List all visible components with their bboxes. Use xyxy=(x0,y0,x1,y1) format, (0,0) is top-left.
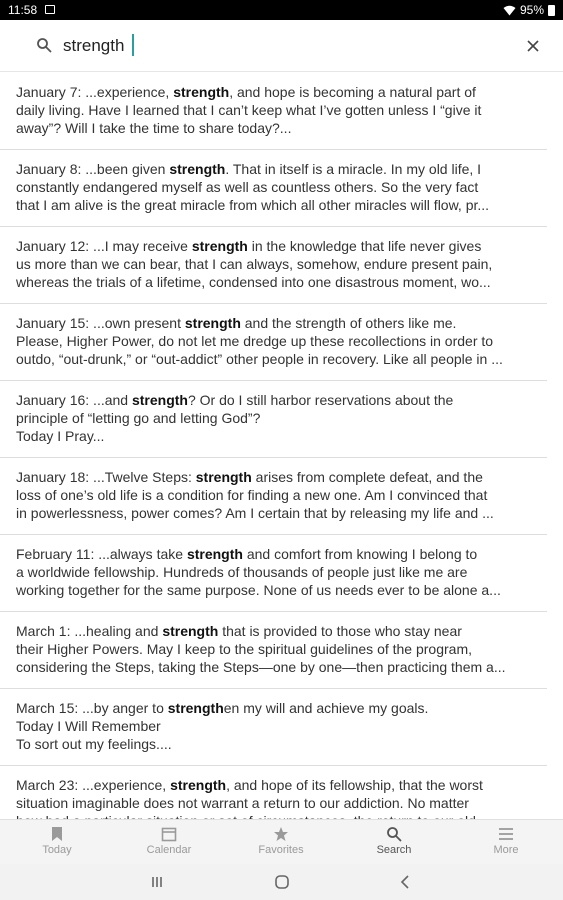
result-text-line xyxy=(16,255,531,273)
nav-today-label: Today xyxy=(42,844,72,856)
search-icon xyxy=(386,826,402,842)
result-text-line xyxy=(16,391,531,409)
result-text-line xyxy=(16,699,531,717)
search-result-item[interactable] xyxy=(0,689,547,766)
result-text: . That in itself is a miracle. In my old life, I xyxy=(225,161,482,177)
result-text: and comfort from knowing I belong to xyxy=(242,546,478,562)
system-navigation-bar xyxy=(0,864,563,900)
result-text-line xyxy=(16,717,531,735)
nav-today[interactable] xyxy=(7,824,107,864)
result-text: away”? Will I take the time to share today?... xyxy=(16,120,292,136)
result-text: ? Or do I still harbor reservations about the xyxy=(187,392,454,408)
result-text: outdo, “out-drunk,” or “out-addict” other people in recovery. Like all people in ... xyxy=(16,351,503,367)
result-text: considering the Steps, taking the Steps—one by one—then practicing them a... xyxy=(16,659,506,675)
result-text: January 18: ...Twelve Steps: xyxy=(16,469,196,485)
text-cursor xyxy=(132,34,134,56)
search-term-highlight: strength xyxy=(173,84,230,100)
search-term-highlight: strength xyxy=(162,623,219,639)
battery-percent: 95% xyxy=(519,3,544,17)
nav-favorites[interactable] xyxy=(231,824,331,864)
result-text-line xyxy=(16,545,531,563)
result-text-line xyxy=(16,101,531,119)
result-text: Today I Pray... xyxy=(16,428,105,444)
search-term-highlight: strength xyxy=(170,777,227,793)
result-text-line xyxy=(16,119,531,137)
result-text-line xyxy=(16,468,531,486)
search-term-highlight: strength xyxy=(167,700,224,716)
result-text-line xyxy=(16,332,531,350)
search-term-highlight: strength xyxy=(186,546,243,562)
result-text: that is provided to those who stay near xyxy=(218,623,462,639)
result-text-line xyxy=(16,622,531,640)
status-time: 11:58 xyxy=(8,3,38,17)
bookmark-icon xyxy=(50,826,64,842)
nav-calendar[interactable] xyxy=(119,824,219,864)
recent-apps-icon[interactable] xyxy=(148,873,166,891)
result-text-line xyxy=(16,776,531,794)
result-text: March 1: ...healing and xyxy=(16,623,163,639)
result-text: , and hope of its fellowship, that the worst xyxy=(226,777,483,793)
result-text-line xyxy=(16,237,531,255)
result-text-line xyxy=(16,486,531,504)
result-text: Today I Will Remember xyxy=(16,718,161,734)
result-text: whereas the trials of a lifetime, condensed into one disastrous moment, wo... xyxy=(16,274,491,290)
search-results-list[interactable] xyxy=(0,73,563,819)
result-text: their Higher Powers. May I keep to the spiritual guidelines of the program, xyxy=(16,641,473,657)
result-text: arises from complete defeat, and the xyxy=(251,469,483,485)
result-text-line xyxy=(16,427,531,445)
result-text: January 16: ...and xyxy=(16,392,132,408)
result-text: working together for the same purpose. None of us needs ever to be alone a... xyxy=(16,582,501,598)
result-text-line xyxy=(16,196,531,214)
result-text: January 7: ...experience, xyxy=(16,84,174,100)
nav-more[interactable] xyxy=(456,824,556,864)
result-text-line xyxy=(16,735,531,753)
result-text-line xyxy=(16,83,531,101)
nav-search-label: Search xyxy=(376,844,412,856)
result-text: To sort out my feelings.... xyxy=(16,736,172,752)
search-term-highlight: strength xyxy=(184,315,241,331)
search-result-item[interactable] xyxy=(0,73,547,150)
nav-calendar-label: Calendar xyxy=(146,844,192,856)
search-term-highlight: strength xyxy=(131,392,188,408)
result-text-line xyxy=(16,273,531,291)
result-text: Please, Higher Power, do not let me dredge up these recollections in order to xyxy=(16,333,494,349)
result-text-line xyxy=(16,178,531,196)
result-text: en my will and achieve my goals. xyxy=(223,700,429,716)
calendar-icon xyxy=(161,826,177,842)
search-input[interactable] xyxy=(63,32,483,60)
result-text: , and hope is becoming a natural part of xyxy=(229,84,476,100)
result-text-line xyxy=(16,504,531,522)
result-text-line xyxy=(16,350,531,368)
result-text: March 15: ...by anger to xyxy=(16,700,168,716)
star-icon xyxy=(273,826,289,842)
result-text: in powerlessness, power comes? Am I certain that by releasing my life and ... xyxy=(16,505,494,521)
search-result-item[interactable] xyxy=(0,612,547,689)
nav-search[interactable] xyxy=(344,824,444,864)
nav-favorites-label: Favorites xyxy=(258,844,304,856)
result-text: situation imaginable does not warrant a return to our addiction. No matter xyxy=(16,795,469,811)
result-text-line xyxy=(16,640,531,658)
search-result-item[interactable] xyxy=(0,227,547,304)
search-header xyxy=(0,20,563,72)
result-text: January 12: ...I may receive xyxy=(16,238,192,254)
status-bar xyxy=(0,0,563,20)
result-text-line xyxy=(16,658,531,676)
result-text: January 15: ...own present xyxy=(16,315,185,331)
search-result-item[interactable] xyxy=(0,535,547,612)
result-text-line xyxy=(16,563,531,581)
search-result-item[interactable] xyxy=(0,150,547,227)
result-text: and the strength of others like me. xyxy=(240,315,457,331)
result-text: loss of one’s old life is a condition for finding a new one. Am I convinced that xyxy=(16,487,488,503)
bottom-navigation xyxy=(0,819,563,864)
nav-more-label: More xyxy=(493,844,519,856)
search-term-highlight: strength xyxy=(169,161,226,177)
wifi-icon xyxy=(503,5,516,16)
result-text: constantly endangered myself as well as countless others. So the very fact xyxy=(16,179,479,195)
result-text: that I am alive is the great miracle from which all other miracles will flow, pr... xyxy=(16,197,490,213)
search-term-highlight: strength xyxy=(191,238,248,254)
result-text-line xyxy=(16,160,531,178)
home-icon[interactable] xyxy=(273,873,291,891)
result-text: a worldwide fellowship. Hundreds of thousands of people just like me are xyxy=(16,564,468,580)
result-text: March 23: ...experience, xyxy=(16,777,171,793)
result-text-line xyxy=(16,794,531,812)
search-icon xyxy=(36,37,52,53)
result-text-line xyxy=(16,314,531,332)
result-text: in the knowledge that life never gives xyxy=(247,238,482,254)
result-text-line xyxy=(16,409,531,427)
result-text: principle of “letting go and letting God”? xyxy=(16,410,261,426)
gallery-notification-icon xyxy=(45,5,55,14)
back-icon[interactable] xyxy=(397,873,415,891)
search-result-item[interactable] xyxy=(0,458,547,535)
search-term-highlight: strength xyxy=(195,469,252,485)
result-text: daily living. Have I learned that I can’t keep what I’ve gotten unless I “give it xyxy=(16,102,482,118)
search-result-item[interactable] xyxy=(0,304,547,381)
menu-icon xyxy=(498,826,514,842)
close-icon[interactable] xyxy=(524,37,542,55)
result-text: February 11: ...always take xyxy=(16,546,187,562)
result-text-line xyxy=(16,581,531,599)
result-text: us more than we can bear, that I can always, somehow, endure present pain, xyxy=(16,256,493,272)
status-right xyxy=(503,3,555,17)
result-text: January 8: ...been given xyxy=(16,161,170,177)
search-result-item[interactable] xyxy=(0,381,547,458)
battery-icon xyxy=(548,5,555,16)
